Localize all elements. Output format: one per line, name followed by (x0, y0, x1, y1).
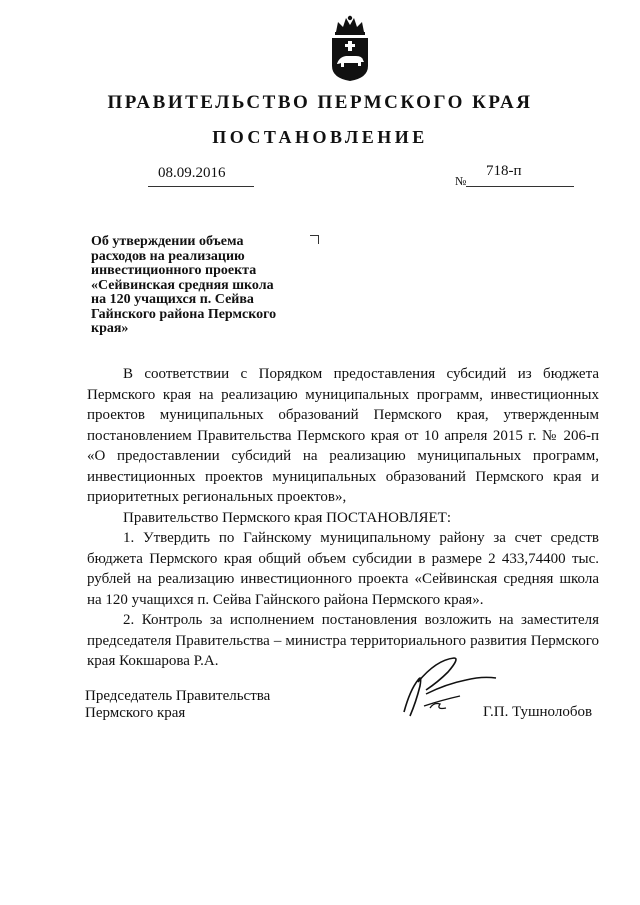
item-2-paragraph: 2. Контроль за исполнением постановления возложить на заместителя председателя Правительства – министра территориального развития Пермского края Кокшарова Р.А. (87, 612, 599, 669)
subject-line: инвестиционного проекта (91, 263, 257, 278)
subject-line: «Сейвинская средняя школа (91, 277, 274, 293)
subject-line: Гайнского района Пермского (91, 306, 277, 322)
subject-line: на 120 учащихся п. Сейва (91, 292, 254, 307)
position-line: Председатель Правительства (85, 688, 271, 704)
coat-of-arms-emblem (326, 14, 374, 82)
document-body (87, 364, 599, 672)
document-subject (91, 235, 306, 337)
number-underline (466, 186, 574, 187)
document-type: ПОСТАНОВЛЕНИЕ (212, 127, 428, 147)
position-line: Пермского края (85, 705, 186, 721)
subject-line: края» (91, 321, 129, 336)
subject-corner-mark (310, 235, 319, 244)
number-sign: № (455, 174, 467, 188)
subject-line: Об утверждении объема (91, 234, 244, 249)
resolution-paragraph: Правительство Пермского края ПОСТАНОВЛЯЕТ: (123, 509, 452, 526)
document-date: 08.09.2016 (158, 165, 226, 181)
date-underline (148, 186, 254, 187)
signatory-position (85, 688, 270, 722)
document-number: 718-п (486, 163, 522, 179)
preamble-paragraph: В соответствии с Порядком предоставления субсидий из бюджета Пермского края на реализацию муниципальных программ, инвестиционных проектов муниципальных образований Пермского края, утвержденным постановлением Правительства Пермского края от 10 апреля 2015 г. № 206-п «О предоставлении субсидий на реализацию муниципальных программ, инвестиционных проектов муниципальных образований Пермского края и приоритетных региональных проектов», (87, 366, 599, 505)
government-title: ПРАВИТЕЛЬСТВО ПЕРМСКОГО КРАЯ (107, 92, 533, 113)
signer-name: Г.П. Тушнолобов (483, 704, 593, 720)
subject-line: расходов на реализацию (91, 248, 245, 264)
item-1-paragraph: 1. Утвердить по Гайнскому муниципальному району за счет средств бюджета Пермского края общий объем субсидии в размере 2 433,74400 тыс. рублей на реализацию инвестиционного проекта «Сейвинская средняя школа на 120 учащихся п. Сейва Гайнского района Пермского края». (87, 530, 599, 608)
